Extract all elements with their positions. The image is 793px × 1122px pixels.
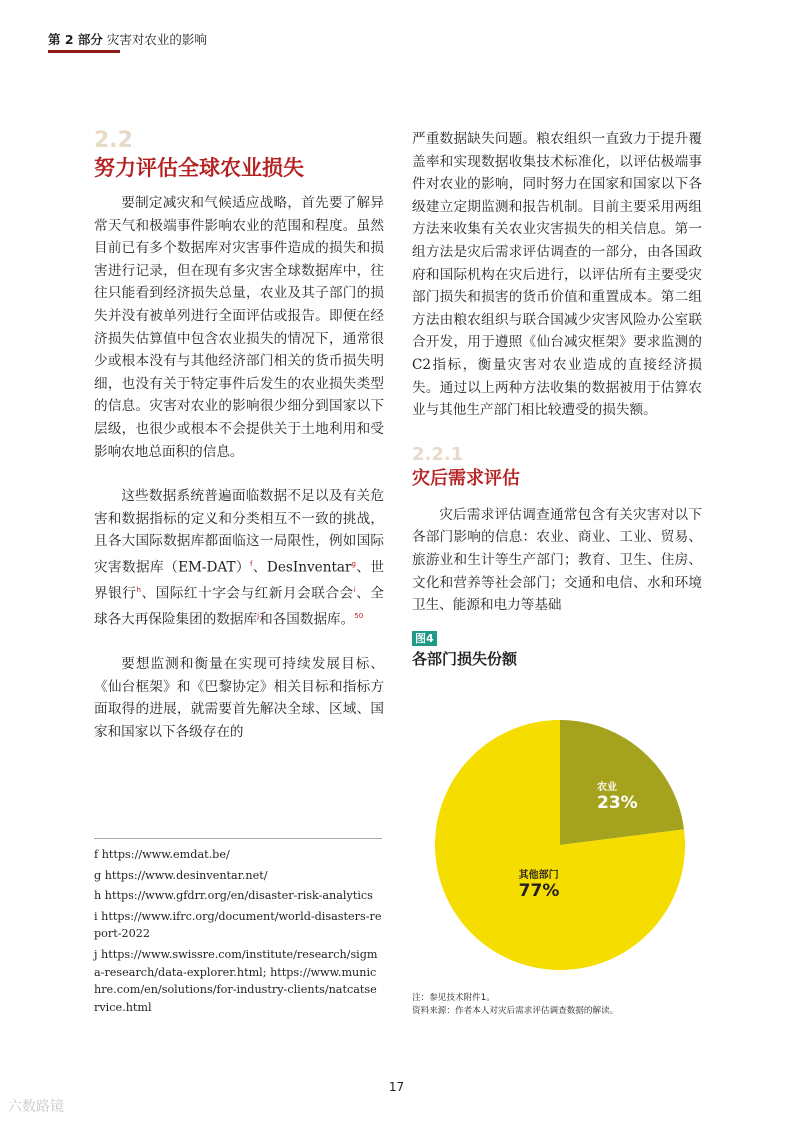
figure-note: 注：参见技术附件1。 (412, 993, 495, 1003)
footnote-h[interactable]: h https://www.gfdrr.org/en/disaster-risk-analytics (94, 889, 373, 903)
subsection-number: 2.2.1 (412, 443, 464, 465)
header-part: 第 2 部分 (48, 32, 103, 47)
figure-title: 各部门损失份额 (412, 649, 518, 668)
running-header (48, 30, 207, 48)
paragraph-4: 严重数据缺失问题。粮农组织一直致力于提升覆盖率和实现数据收集技术标准化，以评估极端事件对农业的影响，同时努力在国家和国家以下各级建立定期监测和报告机制。目前主要采用两组方法来收集有关农业灾害损失的相关信息。第一组方法是灾后需求评估调查的一部分，由各国政府和国际机构在灾后进行，以评估所有主要受灾部门损失和损害的货币价值和重置成本。第二组方法由粮农组织与联合国减少灾害风险办公室联合开发，用于遵照《仙台减灾框架》要求监测的C2指标，衡量灾害对农业造成的直接经济损失。通过以上两种方法收集的数据被用于估算农业与其他生产部门相比较遭受的损失额。 (412, 131, 702, 419)
footnote-j[interactable]: j https://www.swissre.com/institute/research/sigma-research/data-explorer.html; https://www.munichre.com/en/solutions/for-industry-clients/natcatservice.html (94, 947, 378, 1014)
slice-label-other-sectors: 其他部门 (518, 869, 559, 881)
paragraph-5: 灾后需求评估调查通常包含有关灾害对以下各部门影响的信息：农业、商业、工业、贸易、旅游业和生计等生产部门；教育、卫生、住房、文化和营养等社会部门；交通和电信、水和环境卫生、能源和电力等基础 (412, 506, 702, 614)
slice-label-agriculture: 农业 (596, 782, 617, 794)
paragraph-3: 要想监测和衡量在实现可持续发展目标、《仙台框架》和《巴黎协定》相关目标和指标方面取得的进展，就需要首先解决全球、区域、国家和国家以下各级存在的 (94, 656, 384, 741)
watermark: 六数路镜 (8, 1099, 64, 1115)
figure-tag: 图4 (412, 631, 437, 646)
pie-slice-agriculture (560, 720, 684, 845)
footnote-i[interactable]: i https://www.ifrc.org/document/world-disasters-report-2022 (94, 909, 382, 941)
footnote-f[interactable]: f https://www.emdat.be/ (94, 848, 230, 861)
subsection-title: 灾后需求评估 (412, 467, 520, 489)
section-title: 努力评估全球农业损失 (94, 156, 304, 180)
reference-50[interactable]: 50 (354, 612, 364, 621)
pie-chart-svg (412, 700, 712, 990)
footnote-ref-j[interactable]: j (257, 612, 260, 621)
pie-chart (412, 700, 712, 990)
footnote-ref-f[interactable]: f (250, 559, 253, 568)
left-column (94, 128, 384, 766)
page-number: 17 (388, 1080, 405, 1094)
footnotes (94, 846, 382, 1019)
header-title: 灾害对农业的影响 (106, 32, 207, 47)
section-number: 2.2 (94, 128, 133, 153)
footnote-ref-i[interactable]: i (353, 586, 356, 595)
footnote-g[interactable]: g https://www.desinventar.net/ (94, 868, 268, 882)
paragraph-1: 要制定减灾和气候适应战略，首先要了解异常天气和极端事件影响农业的范围和程度。虽然目前已有多个数据库对灾害事件造成的损失和损害进行记录，但在现有多灾害全球数据库中，往往只能看到经济损失总量，农业及其子部门的损失并没有被单列进行全面评估或报告。即便在经济损失估算值中包含农业损失的情况下，通常很少或根本没有与其他经济部门相关的货币损失明细，也没有关于特定事件后发生的农业损失类型的信息。灾害对农业的影响很少细分到国家以下层级，也很少或根本不会提供关于土地利用和受影响农地总面积的信息。 (94, 195, 384, 460)
figure-notes (412, 992, 618, 1018)
footnote-ref-h[interactable]: h (136, 586, 141, 595)
figure-source: 资料来源：作者本人对灾后需求评估调查数据的解读。 (412, 1006, 619, 1016)
figure-header (412, 627, 702, 669)
slice-value-agriculture: 23% (596, 793, 638, 814)
footnote-ref-g[interactable]: g (351, 559, 356, 568)
paragraph-2: 这些数据系统普遍面临数据不足以及有关危害和数据指标的定义和分类相互不一致的挑战，且各大国际数据库都面临这一局限性，例如国际灾害数据库$(EM-DAT)^f$、DesInventar$^g$、世界银行$^h$、国际红十字会与红新月会联合会$^i$、全球各大再保险集团的数据库$^j$和各国数据库。$^{50}$ (94, 488, 385, 628)
right-column (412, 128, 702, 669)
slice-value-other-sectors: 77% (518, 880, 560, 901)
footnote-rule (94, 838, 382, 839)
header-rule (48, 50, 120, 53)
